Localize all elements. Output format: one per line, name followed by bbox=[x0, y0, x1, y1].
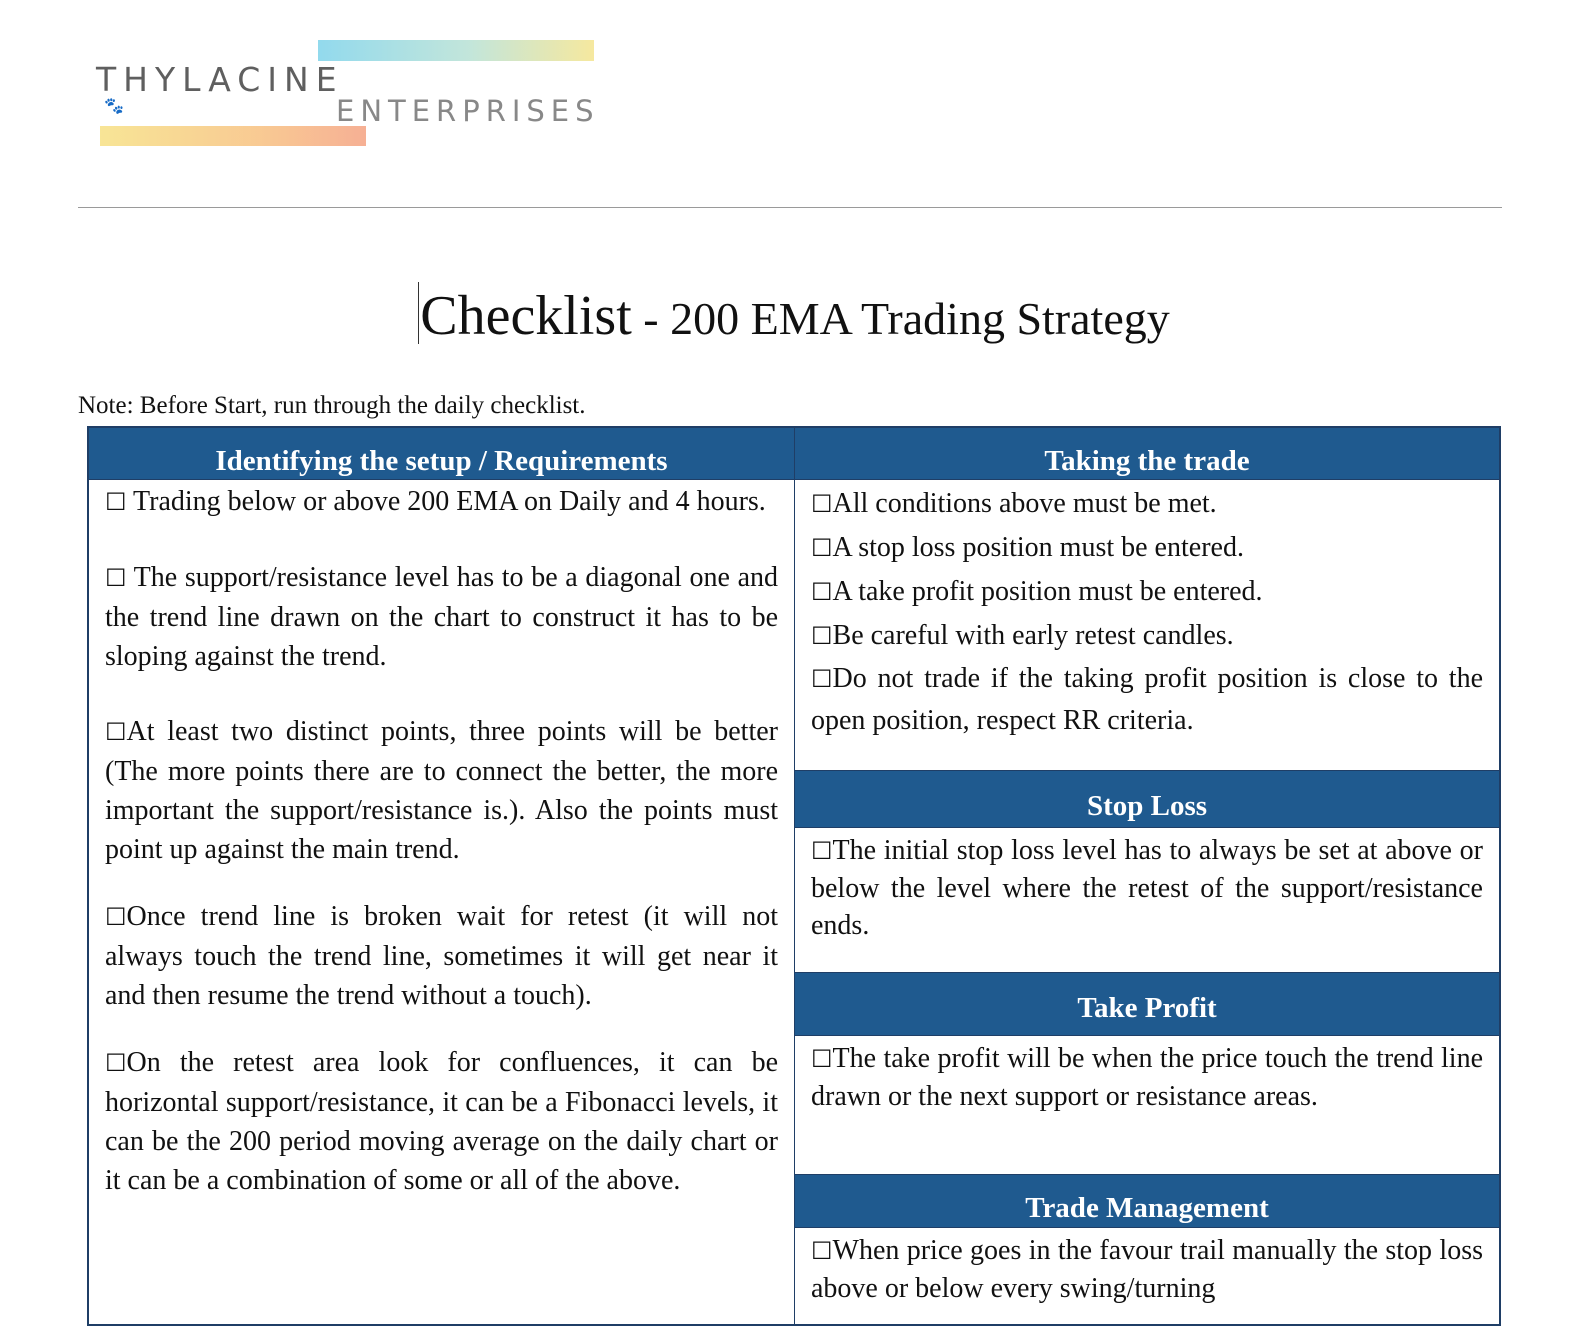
title-separator: - bbox=[631, 293, 671, 344]
logo-word-enterprises: ENTERPRISES bbox=[336, 94, 600, 128]
list-item[interactable]: ☐ Trading below or above 200 EMA on Daily and 4 hours. bbox=[105, 486, 766, 517]
logo-word-thylacine: THYLACINE bbox=[96, 60, 344, 99]
checkbox-icon[interactable]: ☐ bbox=[105, 903, 127, 931]
checkbox-icon[interactable]: ☐ bbox=[811, 622, 833, 650]
checkbox-icon[interactable]: ☐ bbox=[105, 1049, 127, 1077]
stop-loss-list bbox=[795, 828, 1499, 972]
logo-bar-top bbox=[318, 40, 594, 61]
taking-trade-list bbox=[795, 480, 1499, 770]
list-item[interactable]: ☐The take profit will be when the price touch the trend line drawn or the next support or resistance areas. bbox=[811, 1043, 1483, 1112]
checkbox-icon[interactable]: ☐ bbox=[811, 578, 833, 606]
list-item[interactable]: ☐Do not trade if the taking profit position is close to the open position, respect RR criteria. bbox=[811, 663, 1483, 736]
list-item[interactable]: ☐Once trend line is broken wait for retest (it will not always touch the trend line, sometimes it will get near it and then resume the trend without a touch). bbox=[105, 901, 778, 1011]
list-item[interactable]: ☐On the retest area look for confluences, it can be horizontal support/resistance, it can be a Fibonacci levels, it can be the 200 period moving average on the daily chart or it can be a combination of some or all of the above. bbox=[105, 1047, 778, 1196]
header-divider bbox=[78, 207, 1502, 208]
checkbox-icon[interactable]: ☐ bbox=[811, 665, 833, 693]
company-logo bbox=[96, 38, 600, 150]
logo-bar-bottom bbox=[100, 126, 366, 146]
list-item[interactable]: ☐At least two distinct points, three points will be better (The more points there are to connect the better, the more important the support/resistance is.). Also the points must point up against the main trend. bbox=[105, 716, 778, 865]
list-item[interactable]: ☐A stop loss position must be entered. bbox=[811, 532, 1244, 563]
list-item[interactable]: ☐All conditions above must be met. bbox=[811, 488, 1217, 519]
list-item[interactable]: ☐When price goes in the favour trail manually the stop loss above or below every swing/turning bbox=[811, 1235, 1483, 1304]
title-sub: 200 EMA Trading Strategy bbox=[670, 293, 1170, 344]
requirements-header: Identifying the setup / Requirements bbox=[89, 428, 794, 480]
list-item[interactable]: ☐ The support/resistance level has to be a diagonal one and the trend line drawn on the chart to construct it has to be sloping against the trend. bbox=[105, 562, 778, 672]
take-profit-header: Take Profit bbox=[795, 972, 1499, 1036]
checklist-table bbox=[87, 426, 1501, 1326]
list-item[interactable]: ☐Be careful with early retest candles. bbox=[811, 620, 1234, 651]
checkbox-icon[interactable]: ☐ bbox=[811, 490, 833, 518]
list-item[interactable]: ☐The initial stop loss level has to always be set at above or below the level where the retest of the support/resistance ends. bbox=[811, 835, 1483, 941]
paw-print-icon: 🐾 bbox=[104, 98, 126, 115]
trade-management-list bbox=[795, 1228, 1499, 1307]
checkbox-icon[interactable]: ☐ bbox=[811, 1237, 833, 1265]
checkbox-icon[interactable]: ☐ bbox=[105, 488, 127, 516]
trade-column bbox=[795, 428, 1499, 1324]
checkbox-icon[interactable]: ☐ bbox=[811, 534, 833, 562]
checkbox-icon[interactable]: ☐ bbox=[105, 718, 127, 746]
taking-trade-header: Taking the trade bbox=[795, 428, 1499, 480]
page-title bbox=[0, 282, 1588, 348]
requirements-list bbox=[89, 482, 794, 1200]
note-text: Note: Before Start, run through the daily checklist. bbox=[78, 392, 586, 419]
title-main: Checklist bbox=[420, 285, 632, 347]
trade-management-header: Trade Management bbox=[795, 1174, 1499, 1228]
take-profit-list bbox=[795, 1036, 1499, 1174]
requirements-column bbox=[89, 428, 795, 1324]
checkbox-icon[interactable]: ☐ bbox=[105, 564, 127, 592]
list-item[interactable]: ☐A take profit position must be entered. bbox=[811, 576, 1263, 607]
stop-loss-header: Stop Loss bbox=[795, 770, 1499, 828]
checkbox-icon[interactable]: ☐ bbox=[811, 1045, 833, 1073]
checkbox-icon[interactable]: ☐ bbox=[811, 837, 833, 865]
